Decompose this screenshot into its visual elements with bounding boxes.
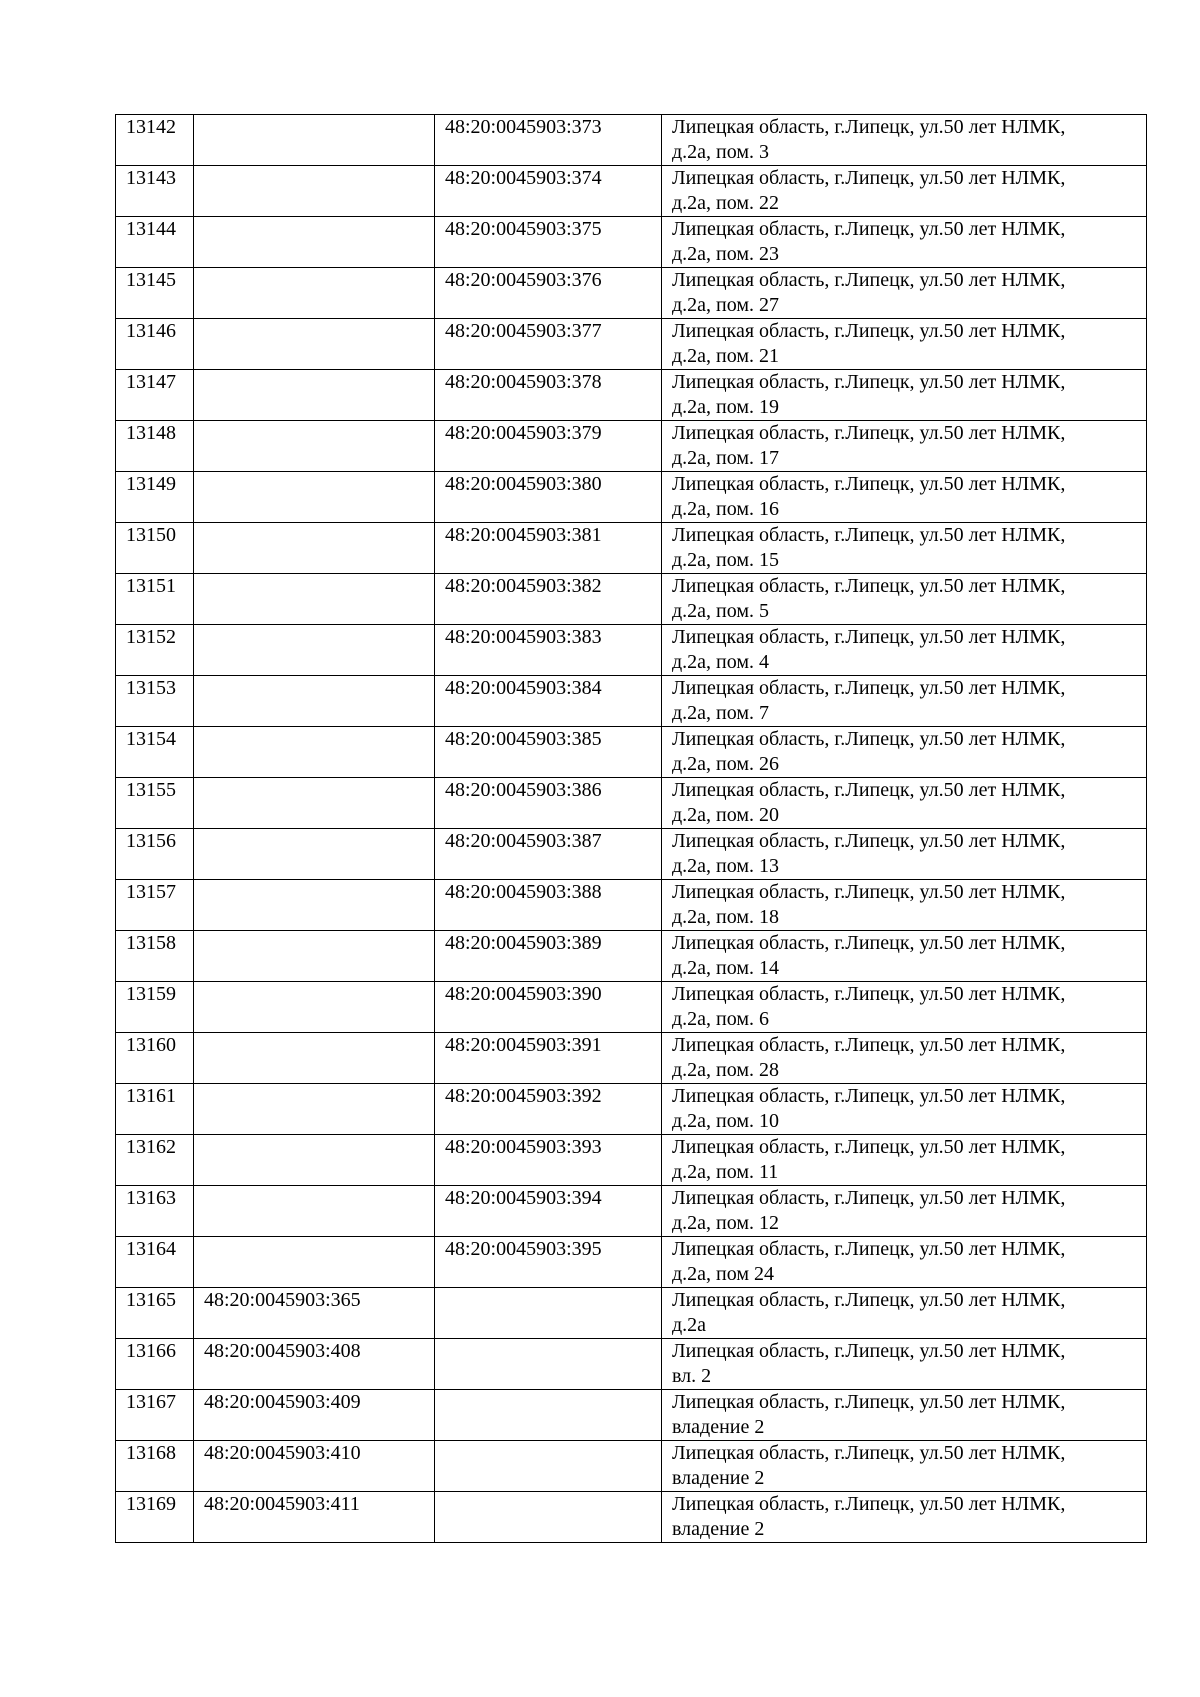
land-cadastral-number-cell [194,727,435,778]
address-cell [662,1084,1147,1135]
address-cell [662,115,1147,166]
land-cadastral-number-cell [194,676,435,727]
address-line-2: д.2а, пом. 21 [672,345,780,367]
address-cell [662,268,1147,319]
row-number-cell: 13158 [116,931,194,982]
land-cadastral-number-cell [194,931,435,982]
row-number-cell: 13168 [116,1441,194,1492]
row-number-cell: 13163 [116,1186,194,1237]
table-row [116,676,1147,727]
premises-cadastral-number-cell: 48:20:0045903:393 [435,1135,662,1186]
address-cell [662,1237,1147,1288]
land-cadastral-number-cell [194,880,435,931]
land-cadastral-number-cell [194,421,435,472]
address-cell [662,676,1147,727]
premises-cadastral-number-cell: 48:20:0045903:386 [435,778,662,829]
address-line-2: д.2а, пом. 7 [672,702,770,724]
address-line-1: Липецкая область, г.Липецк, ул.50 лет НЛМК, [672,1340,1066,1362]
table-row [116,523,1147,574]
row-number-cell: 13154 [116,727,194,778]
address-line-1: Липецкая область, г.Липецк, ул.50 лет НЛМК, [672,932,1066,954]
table-row [116,1492,1147,1543]
address-line-1: Липецкая область, г.Липецк, ул.50 лет НЛМК, [672,1289,1066,1311]
row-number-cell: 13167 [116,1390,194,1441]
address-line-1: Липецкая область, г.Липецк, ул.50 лет НЛМК, [672,473,1066,495]
address-line-2: д.2а, пом. 5 [672,600,770,622]
address-line-2: владение 2 [672,1518,765,1540]
row-number-cell: 13165 [116,1288,194,1339]
row-number-cell: 13162 [116,1135,194,1186]
row-number-cell: 13142 [116,115,194,166]
land-cadastral-number-cell [194,1135,435,1186]
table-row [116,1186,1147,1237]
address-line-1: Липецкая область, г.Липецк, ул.50 лет НЛМК, [672,626,1066,648]
address-line-2: владение 2 [672,1467,765,1489]
row-number-cell: 13152 [116,625,194,676]
row-number-cell: 13148 [116,421,194,472]
land-cadastral-number-cell [194,1084,435,1135]
address-line-1: Липецкая область, г.Липецк, ул.50 лет НЛМК, [672,575,1066,597]
table-row [116,1390,1147,1441]
address-line-2: д.2а, пом. 16 [672,498,780,520]
address-line-1: Липецкая область, г.Липецк, ул.50 лет НЛМК, [672,983,1066,1005]
table-row [116,574,1147,625]
row-number-cell: 13146 [116,319,194,370]
address-line-2: д.2а, пом 24 [672,1263,775,1285]
premises-cadastral-number-cell: 48:20:0045903:375 [435,217,662,268]
land-cadastral-number-cell [194,778,435,829]
address-line-2: д.2а [672,1314,707,1336]
land-cadastral-number-cell [194,829,435,880]
address-line-1: Липецкая область, г.Липецк, ул.50 лет НЛМК, [672,1187,1066,1209]
premises-cadastral-number-cell: 48:20:0045903:373 [435,115,662,166]
row-number-cell: 13155 [116,778,194,829]
land-cadastral-number-cell [194,574,435,625]
row-number-cell: 13166 [116,1339,194,1390]
address-line-2: владение 2 [672,1416,765,1438]
address-line-2: д.2а, пом. 26 [672,753,780,775]
table-row [116,166,1147,217]
address-line-2: д.2а, пом. 19 [672,396,780,418]
premises-cadastral-number-cell: 48:20:0045903:381 [435,523,662,574]
address-cell [662,1135,1147,1186]
premises-cadastral-number-cell: 48:20:0045903:374 [435,166,662,217]
address-line-2: вл. 2 [672,1365,712,1387]
premises-cadastral-number-cell [435,1441,662,1492]
land-cadastral-number-cell [194,115,435,166]
land-cadastral-number-cell [194,1186,435,1237]
address-line-1: Липецкая область, г.Липецк, ул.50 лет НЛМК, [672,218,1066,240]
address-line-1: Липецкая область, г.Липецк, ул.50 лет НЛМК, [672,116,1066,138]
address-line-1: Липецкая область, г.Липецк, ул.50 лет НЛМК, [672,320,1066,342]
table-row [116,880,1147,931]
table-row [116,472,1147,523]
address-cell [662,625,1147,676]
address-line-1: Липецкая область, г.Липецк, ул.50 лет НЛМК, [672,677,1066,699]
row-number-cell: 13149 [116,472,194,523]
row-number-cell: 13153 [116,676,194,727]
premises-cadastral-number-cell: 48:20:0045903:395 [435,1237,662,1288]
address-line-1: Липецкая область, г.Липецк, ул.50 лет НЛМК, [672,779,1066,801]
row-number-cell: 13143 [116,166,194,217]
address-line-1: Липецкая область, г.Липецк, ул.50 лет НЛМК, [672,1391,1066,1413]
row-number-cell: 13169 [116,1492,194,1543]
address-line-2: д.2а, пом. 27 [672,294,780,316]
address-cell [662,166,1147,217]
address-line-1: Липецкая область, г.Липецк, ул.50 лет НЛМК, [672,167,1066,189]
address-line-1: Липецкая область, г.Липецк, ул.50 лет НЛМК, [672,1238,1066,1260]
cadastral-table [115,114,1147,1543]
address-line-2: д.2а, пом. 17 [672,447,780,469]
address-cell [662,1441,1147,1492]
table-row [116,1033,1147,1084]
address-cell [662,1033,1147,1084]
address-line-2: д.2а, пом. 13 [672,855,780,877]
address-line-2: д.2а, пом. 10 [672,1110,780,1132]
address-cell [662,421,1147,472]
address-line-1: Липецкая область, г.Липецк, ул.50 лет НЛМК, [672,1085,1066,1107]
address-line-2: д.2а, пом. 23 [672,243,780,265]
row-number-cell: 13157 [116,880,194,931]
table-row [116,115,1147,166]
address-cell [662,727,1147,778]
address-cell [662,1186,1147,1237]
address-cell [662,1390,1147,1441]
address-cell [662,370,1147,421]
premises-cadastral-number-cell: 48:20:0045903:380 [435,472,662,523]
address-line-1: Липецкая область, г.Липецк, ул.50 лет НЛМК, [672,269,1066,291]
table-row [116,319,1147,370]
land-cadastral-number-cell [194,982,435,1033]
premises-cadastral-number-cell: 48:20:0045903:384 [435,676,662,727]
address-line-2: д.2а, пом. 4 [672,651,770,673]
table-row [116,1237,1147,1288]
address-line-1: Липецкая область, г.Липецк, ул.50 лет НЛМК, [672,1034,1066,1056]
address-line-2: д.2а, пом. 3 [672,141,770,163]
address-line-2: д.2а, пом. 12 [672,1212,780,1234]
table-row [116,1135,1147,1186]
premises-cadastral-number-cell [435,1339,662,1390]
table-row [116,727,1147,778]
premises-cadastral-number-cell: 48:20:0045903:378 [435,370,662,421]
premises-cadastral-number-cell: 48:20:0045903:376 [435,268,662,319]
land-cadastral-number-cell: 48:20:0045903:411 [194,1492,435,1543]
address-line-1: Липецкая область, г.Липецк, ул.50 лет НЛМК, [672,1136,1066,1158]
address-line-2: д.2а, пом. 22 [672,192,780,214]
address-cell [662,982,1147,1033]
table-row [116,268,1147,319]
row-number-cell: 13144 [116,217,194,268]
address-cell [662,217,1147,268]
row-number-cell: 13156 [116,829,194,880]
premises-cadastral-number-cell: 48:20:0045903:391 [435,1033,662,1084]
address-line-1: Липецкая область, г.Липецк, ул.50 лет НЛМК, [672,1493,1066,1515]
address-line-2: д.2а, пом. 6 [672,1008,770,1030]
table-row [116,625,1147,676]
address-cell [662,1339,1147,1390]
table-row [116,1288,1147,1339]
land-cadastral-number-cell [194,1033,435,1084]
land-cadastral-number-cell [194,166,435,217]
table-row [116,421,1147,472]
address-line-1: Липецкая область, г.Липецк, ул.50 лет НЛМК, [672,422,1066,444]
table-row [116,1084,1147,1135]
land-cadastral-number-cell [194,268,435,319]
address-line-1: Липецкая область, г.Липецк, ул.50 лет НЛМК, [672,830,1066,852]
land-cadastral-number-cell [194,523,435,574]
land-cadastral-number-cell [194,472,435,523]
table-body [116,115,1147,1543]
address-line-2: д.2а, пом. 20 [672,804,780,826]
land-cadastral-number-cell [194,217,435,268]
row-number-cell: 13164 [116,1237,194,1288]
address-cell [662,829,1147,880]
land-cadastral-number-cell [194,319,435,370]
address-line-2: д.2а, пом. 28 [672,1059,780,1081]
row-number-cell: 13159 [116,982,194,1033]
row-number-cell: 13147 [116,370,194,421]
address-line-1: Липецкая область, г.Липецк, ул.50 лет НЛМК, [672,371,1066,393]
address-cell [662,880,1147,931]
row-number-cell: 13160 [116,1033,194,1084]
address-cell [662,574,1147,625]
address-cell [662,778,1147,829]
address-cell [662,523,1147,574]
premises-cadastral-number-cell: 48:20:0045903:383 [435,625,662,676]
address-line-1: Липецкая область, г.Липецк, ул.50 лет НЛМК, [672,524,1066,546]
premises-cadastral-number-cell [435,1390,662,1441]
premises-cadastral-number-cell [435,1492,662,1543]
premises-cadastral-number-cell [435,1288,662,1339]
premises-cadastral-number-cell: 48:20:0045903:382 [435,574,662,625]
address-cell [662,319,1147,370]
table-row [116,982,1147,1033]
table-row [116,829,1147,880]
premises-cadastral-number-cell: 48:20:0045903:394 [435,1186,662,1237]
premises-cadastral-number-cell: 48:20:0045903:377 [435,319,662,370]
table-row [116,1441,1147,1492]
address-line-1: Липецкая область, г.Липецк, ул.50 лет НЛМК, [672,728,1066,750]
premises-cadastral-number-cell: 48:20:0045903:388 [435,880,662,931]
row-number-cell: 13151 [116,574,194,625]
land-cadastral-number-cell [194,370,435,421]
table-row [116,931,1147,982]
land-cadastral-number-cell [194,1237,435,1288]
address-line-1: Липецкая область, г.Липецк, ул.50 лет НЛМК, [672,1442,1066,1464]
table-row [116,1339,1147,1390]
table-row [116,778,1147,829]
address-cell [662,1492,1147,1543]
land-cadastral-number-cell: 48:20:0045903:409 [194,1390,435,1441]
address-cell [662,931,1147,982]
row-number-cell: 13161 [116,1084,194,1135]
address-line-2: д.2а, пом. 15 [672,549,780,571]
premises-cadastral-number-cell: 48:20:0045903:390 [435,982,662,1033]
address-line-2: д.2а, пом. 18 [672,906,780,928]
land-cadastral-number-cell [194,625,435,676]
row-number-cell: 13150 [116,523,194,574]
land-cadastral-number-cell: 48:20:0045903:410 [194,1441,435,1492]
land-cadastral-number-cell: 48:20:0045903:365 [194,1288,435,1339]
address-line-2: д.2а, пом. 14 [672,957,780,979]
premises-cadastral-number-cell: 48:20:0045903:379 [435,421,662,472]
address-line-1: Липецкая область, г.Липецк, ул.50 лет НЛМК, [672,881,1066,903]
address-cell [662,1288,1147,1339]
premises-cadastral-number-cell: 48:20:0045903:392 [435,1084,662,1135]
premises-cadastral-number-cell: 48:20:0045903:389 [435,931,662,982]
address-cell [662,472,1147,523]
premises-cadastral-number-cell: 48:20:0045903:385 [435,727,662,778]
land-cadastral-number-cell: 48:20:0045903:408 [194,1339,435,1390]
address-line-2: д.2а, пом. 11 [672,1161,779,1183]
table-row [116,370,1147,421]
row-number-cell: 13145 [116,268,194,319]
premises-cadastral-number-cell: 48:20:0045903:387 [435,829,662,880]
table-row [116,217,1147,268]
